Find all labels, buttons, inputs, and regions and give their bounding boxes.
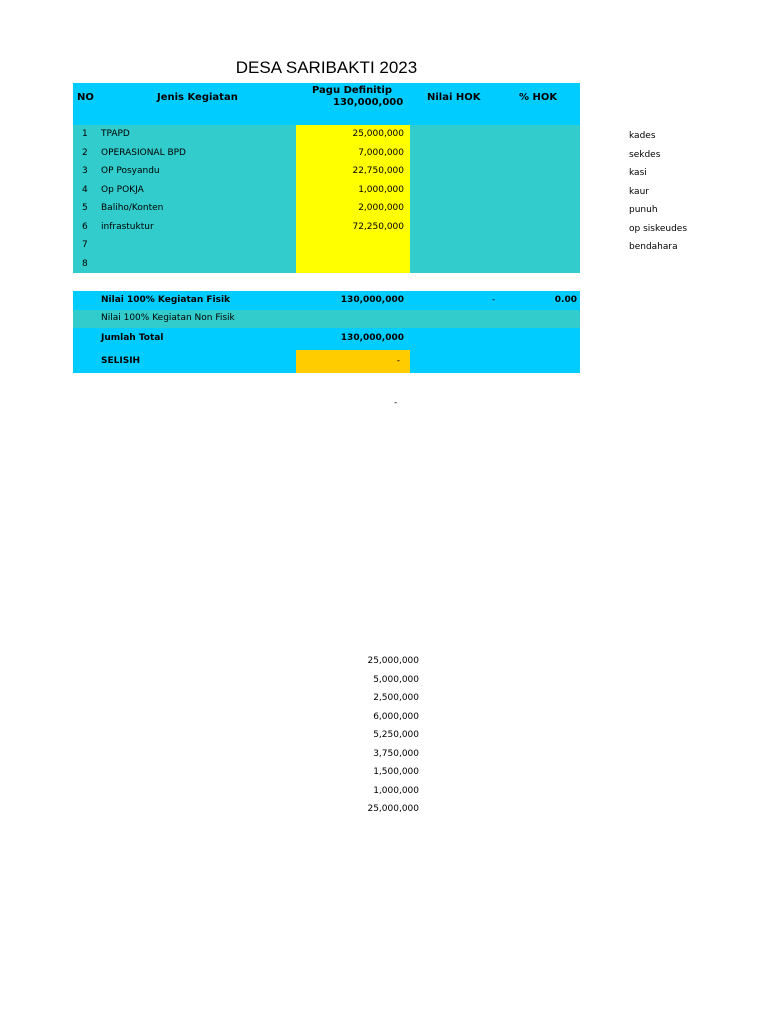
row-no: 6 — [82, 221, 88, 232]
header-percent-hok: % HOK — [519, 92, 558, 103]
list-item: sekdes — [629, 149, 661, 160]
row-pagu — [296, 255, 410, 273]
row-no: 7 — [82, 240, 88, 250]
summary-nonfisik-label: Nilai 100% Kegiatan Non Fisik — [101, 313, 235, 323]
list-item: 6,000,000 — [373, 711, 419, 722]
row-no: 2 — [82, 147, 88, 158]
list-item: 2,500,000 — [373, 693, 419, 703]
table-row — [73, 181, 580, 199]
table-row — [73, 125, 580, 143]
table-row — [73, 218, 580, 236]
list-item: 1,500,000 — [373, 767, 419, 777]
summary-fisik-value: 130,000,000 — [340, 295, 404, 305]
summary-fisik-label: Nilai 100% Kegiatan Fisik — [101, 295, 231, 305]
row-activity: TPAPD — [101, 129, 130, 139]
summary-selisih-label: SELISIH — [101, 356, 141, 366]
row-pagu: 1,000,000 — [358, 184, 404, 195]
activity-table-body — [73, 125, 580, 273]
list-item: 5,000,000 — [373, 674, 419, 685]
list-item: 1,000,000 — [373, 785, 419, 796]
header-nilai-hok: Nilai HOK — [427, 92, 481, 103]
table-row — [73, 162, 580, 180]
selisih-highlight — [296, 350, 410, 373]
summary-fisik-percent: 0.00 — [554, 295, 577, 305]
list-item: 3,750,000 — [373, 748, 419, 759]
list-item: 5,250,000 — [373, 730, 419, 740]
row-no: 3 — [82, 166, 88, 176]
list-item: 25,000,000 — [367, 804, 419, 814]
list-item: kades — [629, 131, 656, 141]
row-pagu: 72,250,000 — [352, 221, 404, 232]
table-row — [73, 199, 580, 217]
stray-dash: - — [394, 398, 398, 408]
header-jenis-kegiatan: Jenis Kegiatan — [157, 92, 238, 103]
row-activity: Op POKJA — [101, 184, 144, 195]
row-pagu: 25,000,000 — [352, 129, 404, 139]
summary-fisik-hok: - — [492, 295, 496, 305]
list-item: bendahara — [629, 242, 678, 252]
header-no: NO — [77, 92, 94, 103]
list-item: op siskeudes — [629, 223, 688, 234]
summary-selisih-value: - — [396, 356, 400, 366]
list-item: kaur — [629, 186, 649, 197]
summary-total-label: Jumlah Total — [101, 333, 164, 343]
summary-selisih-row — [73, 350, 580, 373]
list-item: kasi — [629, 168, 647, 178]
summary-total-value: 130,000,000 — [340, 333, 404, 343]
summary-fisik-row — [73, 291, 580, 310]
row-activity: Baliho/Konten — [101, 203, 164, 213]
list-item: punuh — [629, 205, 658, 215]
table-header — [73, 83, 580, 125]
summary-nonfisik-row — [73, 310, 580, 328]
row-pagu: 7,000,000 — [358, 147, 404, 158]
table-row — [73, 144, 580, 162]
row-activity: OPERASIONAL BPD — [101, 147, 186, 158]
row-pagu: 2,000,000 — [358, 203, 404, 213]
row-activity: infrastuktur — [101, 221, 154, 232]
side-list — [629, 127, 687, 257]
row-no: 1 — [82, 129, 88, 139]
table-row — [73, 255, 580, 273]
list-item: 25,000,000 — [367, 656, 419, 666]
row-no: 5 — [82, 203, 88, 213]
page-title: DESA SARIBAKTI 2023 — [235, 58, 418, 77]
header-pagu-value: 130,000,000 — [333, 97, 404, 108]
row-no: 4 — [82, 184, 88, 195]
table-row — [73, 236, 580, 254]
summary-total-row — [73, 328, 580, 350]
row-pagu — [296, 236, 410, 254]
row-no: 8 — [82, 258, 88, 269]
row-pagu: 22,750,000 — [352, 166, 404, 176]
row-activity: OP Posyandu — [101, 166, 160, 176]
amount-list — [340, 652, 419, 819]
header-pagu-label: Pagu Definitip — [312, 85, 392, 96]
